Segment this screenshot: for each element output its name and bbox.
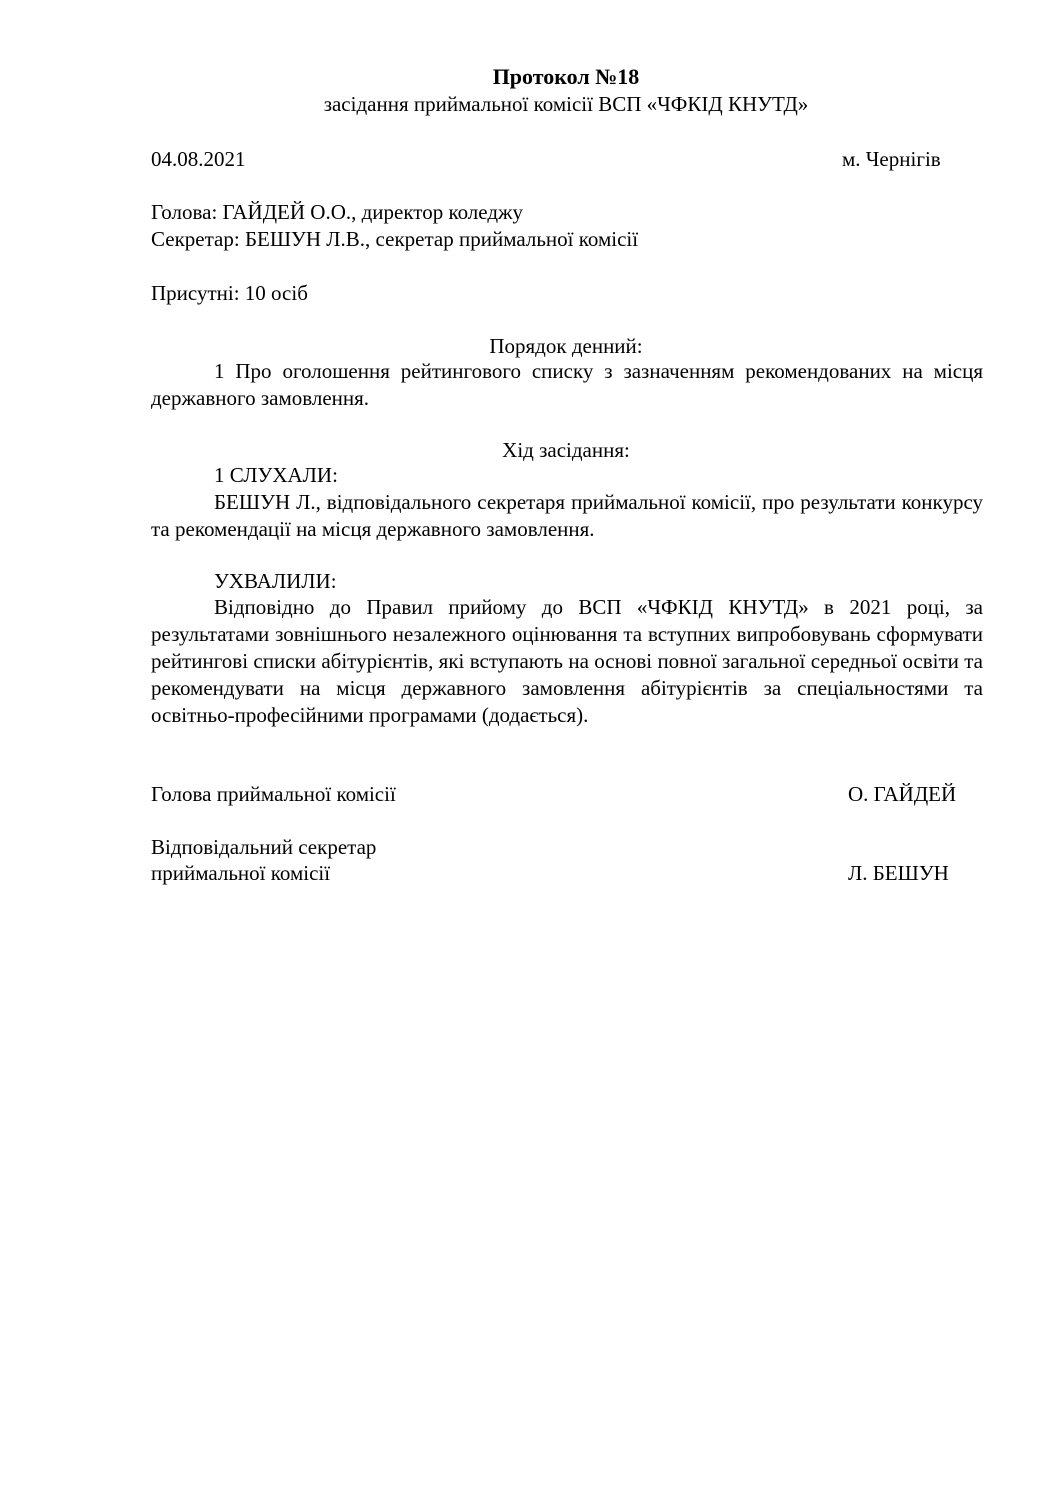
- secretary-line: Секретар: БЕШУН Л.В., секретар приймальної комісії: [151, 227, 639, 251]
- proceedings-heading: Хід засідання:: [502, 438, 630, 462]
- agenda-heading: Порядок денний:: [489, 334, 643, 358]
- resolved-label: УХВАЛИЛИ:: [214, 569, 337, 593]
- heard-label: 1 СЛУХАЛИ:: [214, 463, 338, 487]
- chair-signature-name: О. ГАЙДЕЙ: [848, 782, 957, 806]
- chair-signature-title: Голова приймальної комісії: [151, 782, 396, 806]
- document-subtitle: засідання приймальної комісії ВСП «ЧФКІД КНУТД»: [323, 92, 809, 116]
- document-title: Протокол №18: [492, 64, 640, 89]
- secretary-signature-name: Л. БЕШУН: [848, 861, 949, 885]
- resolved-text: Відповідно до Правил прийому до ВСП «ЧФКІД КНУТД» в 2021 році, за результатами зовнішнього незалежного оцінювання та вступних випробовувань сформувати рейтингові списки абітурієнтів, які вступають на основі повної загальної середньої освіти та рекомендувати на місця державного замовлення абітурієнтів за спеціальностями та освітньо-професійними програмами (додається).: [151, 595, 983, 727]
- secretary-signature-title-1: Відповідальний секретар: [151, 835, 377, 859]
- chair-line: Голова: ГАЙДЕЙ О.О., директор коледжу: [151, 200, 524, 224]
- present-line: Присутні: 10 осіб: [151, 281, 308, 305]
- heard-text: БЕШУН Л., відповідального секретаря приймальної комісії, про результати конкурсу та рекомендації на місця державного замовлення.: [151, 490, 983, 541]
- agenda-item-1: 1 Про оголошення рейтингового списку з зазначенням рекомендованих на місця державного замовлення.: [151, 359, 983, 410]
- secretary-signature-title-2: приймальної комісії: [151, 861, 331, 885]
- meeting-city: м. Чернігів: [842, 147, 941, 171]
- meeting-date: 04.08.2021: [151, 147, 246, 171]
